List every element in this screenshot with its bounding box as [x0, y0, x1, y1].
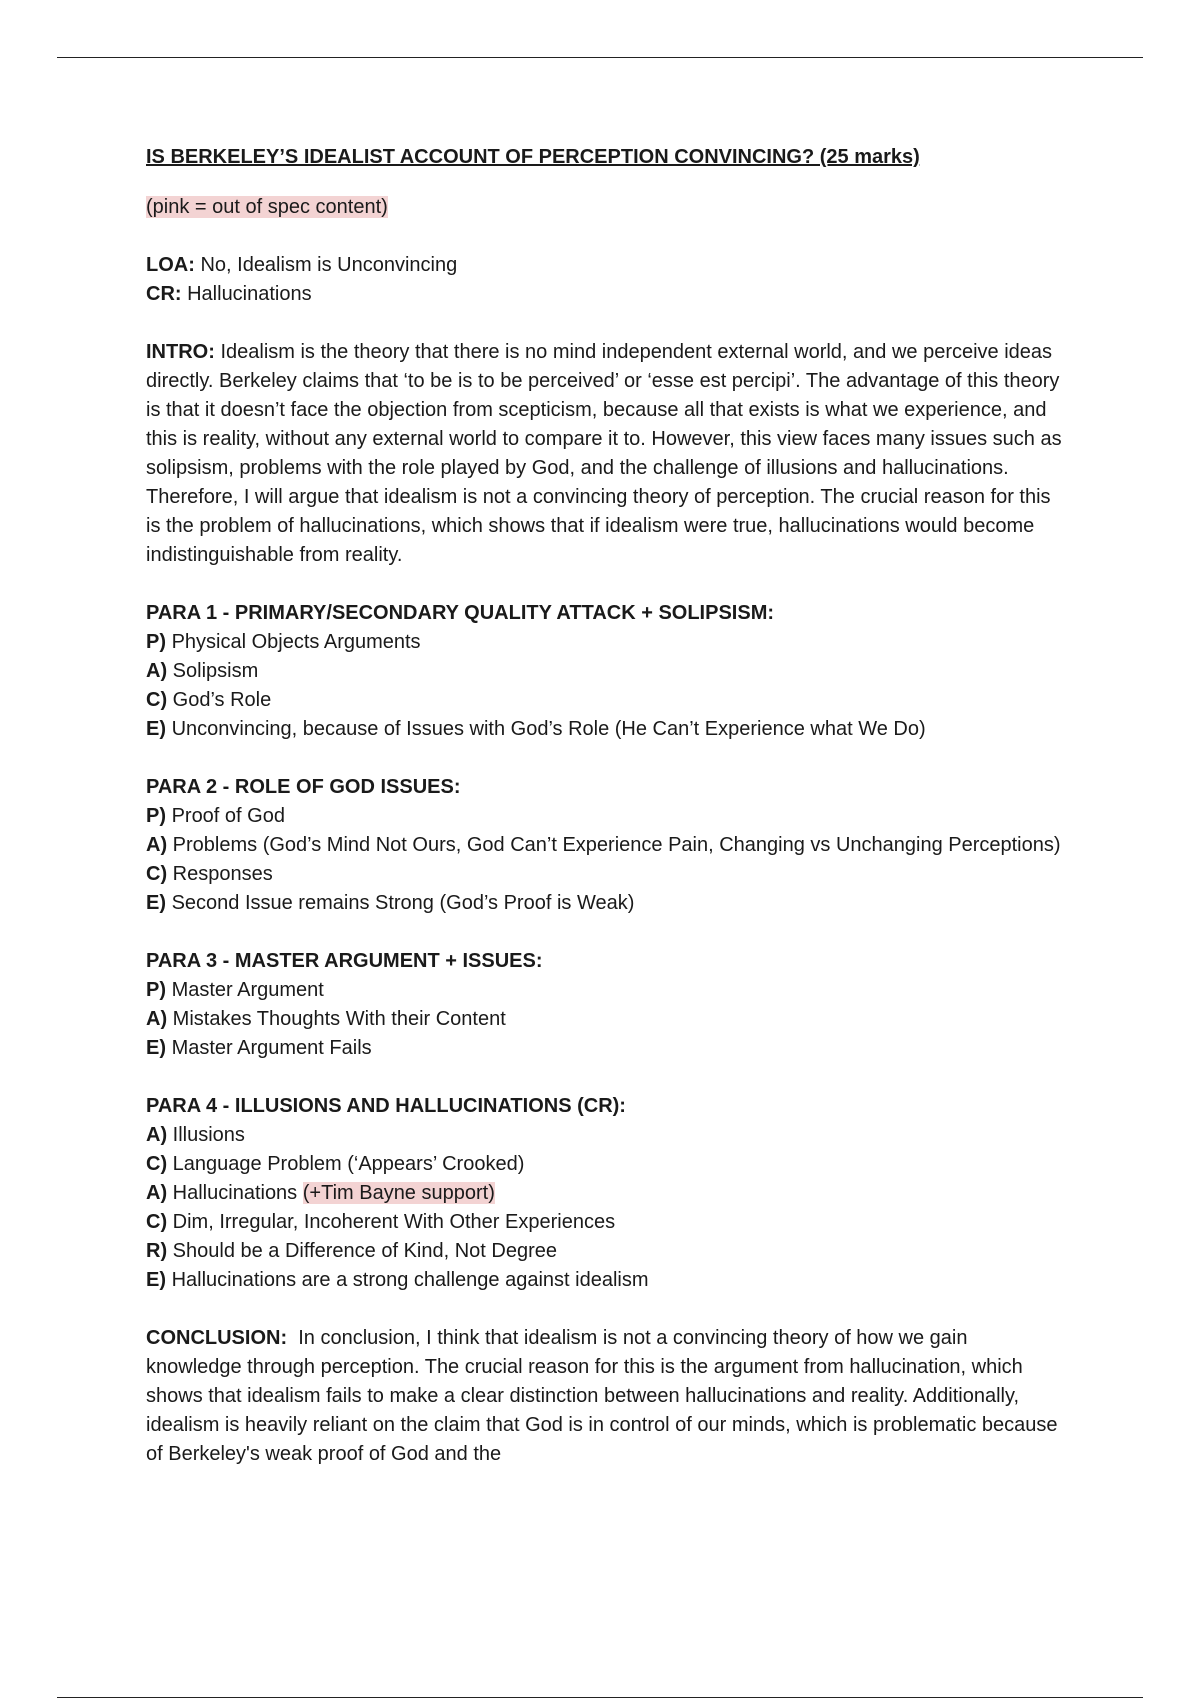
conclusion-text: In conclusion, I think that idealism is not a convincing theory of how we gain knowledge through perception. The crucial reason for this is the argument from hallucination, which shows that idealism fails to make a clear distinction between hallucinations and reality. Additionally, idealism is heavily reliant on the claim that God is in control of our minds, which is problematic because of Berkeley's weak proof of God and the	[146, 1327, 1058, 1465]
item-text: Second Issue remains Strong (God’s Proof is Weak)	[171, 892, 635, 914]
item-text: Responses	[172, 863, 273, 885]
para-1-item	[146, 715, 1066, 744]
cr-line	[146, 280, 1066, 309]
cr-text: Hallucinations	[187, 283, 312, 305]
para-3-section	[146, 947, 1066, 1063]
para-2-section	[146, 773, 1066, 918]
cr-label: CR:	[146, 283, 182, 305]
item-text: Should be a Difference of Kind, Not Degree	[172, 1240, 557, 1262]
loa-line	[146, 251, 1066, 280]
loa-cr-section	[146, 251, 1066, 309]
item-label: P)	[146, 979, 166, 1001]
item-text: Proof of God	[171, 805, 285, 827]
item-text: Problems (God’s Mind Not Ours, God Can’t Experience Pain, Changing vs Unchanging Perceptions)	[172, 834, 1061, 856]
para-4-item	[146, 1121, 1066, 1150]
item-text: Hallucinations	[172, 1182, 298, 1204]
item-text: Hallucinations are a strong challenge against idealism	[171, 1269, 649, 1291]
item-text: Master Argument	[171, 979, 324, 1001]
legend-note	[146, 193, 1066, 222]
top-divider	[57, 57, 1143, 58]
item-label: C)	[146, 1211, 168, 1233]
para-1-heading: PARA 1 - PRIMARY/SECONDARY QUALITY ATTACK + SOLIPSISM:	[146, 602, 775, 624]
para-4-item	[146, 1179, 1066, 1208]
para-3-item	[146, 1005, 1066, 1034]
out-of-spec-highlight: (+Tim Bayne support)	[302, 1182, 495, 1204]
item-label: A)	[146, 1124, 168, 1146]
item-label: C)	[146, 1153, 168, 1175]
para-4-section	[146, 1092, 1066, 1295]
intro-label: INTRO:	[146, 341, 215, 363]
para-3-heading: PARA 3 - MASTER ARGUMENT + ISSUES:	[146, 950, 543, 972]
document-title: IS BERKELEY’S IDEALIST ACCOUNT OF PERCEPTION CONVINCING? (25 marks)	[146, 146, 920, 168]
item-text: Mistakes Thoughts With their Content	[172, 1008, 506, 1030]
para-4-heading: PARA 4 - ILLUSIONS AND HALLUCINATIONS (CR):	[146, 1095, 626, 1117]
item-label: C)	[146, 863, 168, 885]
para-2-item	[146, 802, 1066, 831]
bottom-divider	[57, 1697, 1143, 1698]
para-2-item	[146, 831, 1066, 860]
legend-note-highlight: (pink = out of spec content)	[146, 196, 388, 218]
item-label: R)	[146, 1240, 168, 1262]
loa-text: No, Idealism is Unconvincing	[200, 254, 458, 276]
para-4-item	[146, 1266, 1066, 1295]
item-label: E)	[146, 1037, 166, 1059]
item-text: Language Problem (‘Appears’ Crooked)	[172, 1153, 525, 1175]
conclusion-paragraph	[146, 1324, 1066, 1469]
para-1-item	[146, 657, 1066, 686]
para-4-item	[146, 1208, 1066, 1237]
item-text: Solipsism	[172, 660, 259, 682]
item-label: A)	[146, 834, 168, 856]
item-text: Physical Objects Arguments	[171, 631, 421, 653]
item-label: C)	[146, 689, 168, 711]
para-4-item	[146, 1237, 1066, 1266]
para-1-item	[146, 686, 1066, 715]
item-text: Master Argument Fails	[171, 1037, 372, 1059]
item-text: Unconvincing, because of Issues with God’s Role (He Can’t Experience what We Do)	[171, 718, 926, 740]
para-2-heading: PARA 2 - ROLE OF GOD ISSUES:	[146, 776, 461, 798]
para-3-item	[146, 1034, 1066, 1063]
para-2-item	[146, 860, 1066, 889]
para-1-section	[146, 599, 1066, 744]
item-label: P)	[146, 805, 166, 827]
item-label: E)	[146, 1269, 166, 1291]
loa-label: LOA:	[146, 254, 195, 276]
item-text: God’s Role	[172, 689, 272, 711]
item-label: E)	[146, 718, 166, 740]
item-label: A)	[146, 660, 168, 682]
item-text: Dim, Irregular, Incoherent With Other Experiences	[172, 1211, 616, 1233]
para-1-item	[146, 628, 1066, 657]
intro-paragraph	[146, 338, 1066, 570]
conclusion-label: CONCLUSION:	[146, 1327, 288, 1349]
para-3-item	[146, 976, 1066, 1005]
item-label: E)	[146, 892, 166, 914]
para-4-item	[146, 1150, 1066, 1179]
item-text: Illusions	[172, 1124, 245, 1146]
item-label: P)	[146, 631, 166, 653]
item-label: A)	[146, 1008, 168, 1030]
intro-text: Idealism is the theory that there is no mind independent external world, and we perceive ideas directly. Berkeley claims that ‘to be is to be perceived’ or ‘esse est percipi’. The advantage of this theory is that it doesn’t face the objection from scepticism, because all that exists is what we experience, and this is reality, without any external world to compare it to. However, this view faces many issues such as solipsism, problems with the role played by God, and the challenge of illusions and hallucinations. Therefore, I will argue that idealism is not a convincing theory of perception. The crucial reason for this is the problem of hallucinations, which shows that if idealism were true, hallucinations would become indistinguishable from reality.	[146, 341, 1062, 566]
item-label: A)	[146, 1182, 168, 1204]
para-2-item	[146, 889, 1066, 918]
document-body	[146, 143, 1066, 1469]
